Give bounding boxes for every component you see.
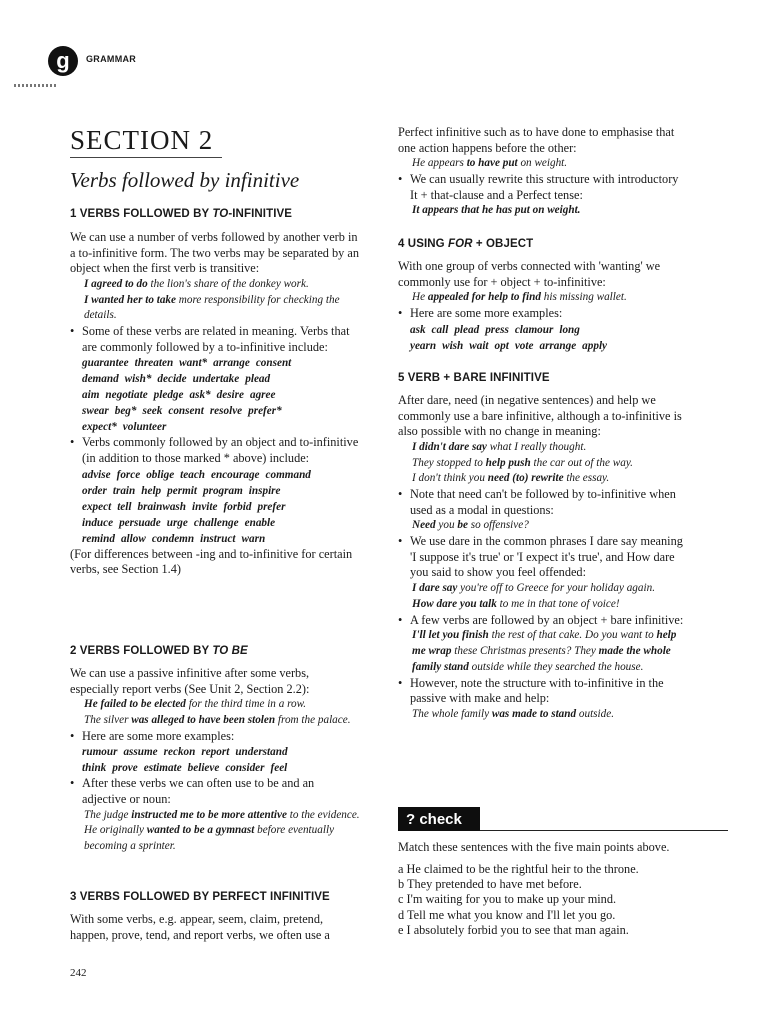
section-title: SECTION 2 (70, 125, 214, 155)
list-item: e I absolutely forbid you to see that man again. (398, 923, 629, 938)
s3-bullet-1: • We can usually rewrite this structure with introductory It + that-clause and a Perfect tense: (398, 172, 688, 203)
s5-bullet-4: • However, note the structure with to-infinitive in the passive with make and help: (398, 676, 688, 707)
section-3-body (70, 912, 360, 943)
list-item: c I'm waiting for you to make up your mind. (398, 892, 617, 907)
heading-2: 2 VERBS FOLLOWED BY TO BE (70, 645, 248, 657)
section-4-body (398, 259, 688, 354)
section-title-rule (70, 157, 222, 158)
s4-verb-list: ask call plead press clamour long yearn wish wait opt vote arrange apply (410, 323, 608, 352)
s1-bullet-1: • Some of these verbs are related in meaning. Verbs that are commonly followed by a to-infinitive include: (70, 324, 360, 355)
s2-example-1: He failed to be elected for the third time in a row. (84, 698, 307, 711)
check-exercise (398, 840, 688, 939)
s5-example-6: How dare you talk to me in that tone of voice! (412, 597, 620, 610)
s5-example-4: Need you be so offensive? (412, 519, 529, 532)
s2-verb-list: rumour assume reckon report understand think prove estimate believe consider feel (82, 746, 288, 775)
section-5-body (398, 393, 688, 723)
s1-bullet-2: • Verbs commonly followed by an object and to-infinitive (in addition to those marked * above) include: (70, 435, 360, 466)
heading-3: 3 VERBS FOLLOWED BY PERFECT INFINITIVE (70, 891, 330, 903)
s4-intro: With one group of verbs connected with 'wanting' we commonly use for + object + to-infinitive: (398, 259, 661, 289)
s5-example-8: The whole family was made to stand outside. (412, 707, 615, 720)
s4-bullet-1: • Here are some more examples: (398, 306, 688, 322)
s1-verb-list-1: guarantee threaten want* arrange consent demand wish* decide undertake plead aim negotiate pledge ask* desire agree swear beg* seek consent resolve prefer* expect* volunteer (82, 357, 292, 434)
s2-intro: We can use a passive infinitive after some verbs, especially report verbs (See Unit 2, Section 2.2): (70, 666, 310, 696)
section-1-body (70, 230, 360, 578)
page-number: 242 (70, 967, 87, 979)
s5-intro: After dare, need (in negative sentences) and help we commonly use a bare infinitive, although a to-infinitive is also possible with no change in meaning: (398, 393, 682, 439)
s3-example-1: He appears to have put on weight. (412, 157, 568, 170)
heading-4: 4 USING FOR + OBJECT (398, 238, 534, 250)
s1-example-1: I agreed to do the lion's share of the donkey work. (84, 277, 309, 290)
s2-example-2: The silver was alleged to have been stolen from the palace. (84, 713, 351, 726)
s5-example-5: I dare say you're off to Greece for your holiday again. (412, 581, 655, 594)
section-2-body (70, 666, 360, 855)
check-list (398, 862, 688, 939)
header-divider (14, 84, 58, 87)
s3-example-2: It appears that he has put on weight. (412, 204, 581, 217)
list-item: b They pretended to have met before. (398, 877, 582, 891)
s3-continuation: Perfect infinitive such as to have done to emphasise that one action happens before the other: (398, 125, 675, 155)
s5-example-1: I didn't dare say what I really thought. (412, 440, 587, 453)
check-rule (480, 830, 728, 831)
check-instructions: Match these sentences with the five main points above. (398, 840, 670, 854)
s1-verb-list-2: advise force oblige teach encourage command order train help permit program inspire expect tell brainwash invite forbid prefer induce persuade urge challenge enable remind allow condemn instruct warn (82, 468, 311, 545)
chapter-badge: g (48, 46, 78, 76)
list-item: d Tell me what you know and I'll let you go. (398, 907, 616, 922)
s2-example-3: The judge instructed me to be more attentive to the evidence. He originally wanted to be a gymnast before eventually becoming a sprinter. (84, 808, 360, 853)
s1-intro: We can use a number of verbs followed by another verb in a to-infinitive form. The two verbs may be separated by an object when the first verb is transitive: (70, 230, 360, 276)
section-subtitle: Verbs followed by infinitive (70, 168, 300, 192)
s2-bullet-2: • After these verbs we can often use to be and an adjective or noun: (70, 776, 360, 807)
check-label: ? check (398, 807, 480, 831)
s3-intro: With some verbs, e.g. appear, seem, claim, pretend, happen, prove, tend, and report verbs, we often use a (70, 912, 330, 942)
heading-5: 5 VERB + BARE INFINITIVE (398, 372, 550, 384)
s4-example-1: He appealed for help to find his missing wallet. (412, 291, 627, 304)
section-3-continued (398, 125, 688, 219)
s1-example-2: I wanted her to take more responsibility for checking the details. (84, 293, 340, 322)
chapter-label: GRAMMAR (86, 54, 137, 64)
s5-bullet-3: • A few verbs are followed by an object + bare infinitive: (398, 613, 688, 629)
s1-note: (For differences between -ing and to-infinitive for certain verbs, see Section 1.4) (70, 546, 353, 577)
list-item: a He claimed to be the rightful heir to the throne. (398, 861, 639, 876)
s5-bullet-1: • Note that need can't be followed by to-infinitive when used as a modal in questions: (398, 487, 688, 518)
s2-bullet-1: • Here are some more examples: (70, 729, 360, 745)
s5-example-7: I'll let you finish the rest of that cake. Do you want to help me wrap these Christmas presents? They made the whole family stand outside while they searched the house. (412, 629, 677, 673)
s5-example-2: They stopped to help push the car out of the way. (412, 456, 633, 469)
s5-example-3: I don't think you need (to) rewrite the essay. (412, 472, 610, 485)
s5-bullet-2: • We use dare in the common phrases I dare say meaning 'I suppose it's true' or 'I expect it's true', and How dare you said to show you feel offended: (398, 534, 688, 581)
heading-1: 1 VERBS FOLLOWED BY TO-INFINITIVE (70, 208, 293, 220)
